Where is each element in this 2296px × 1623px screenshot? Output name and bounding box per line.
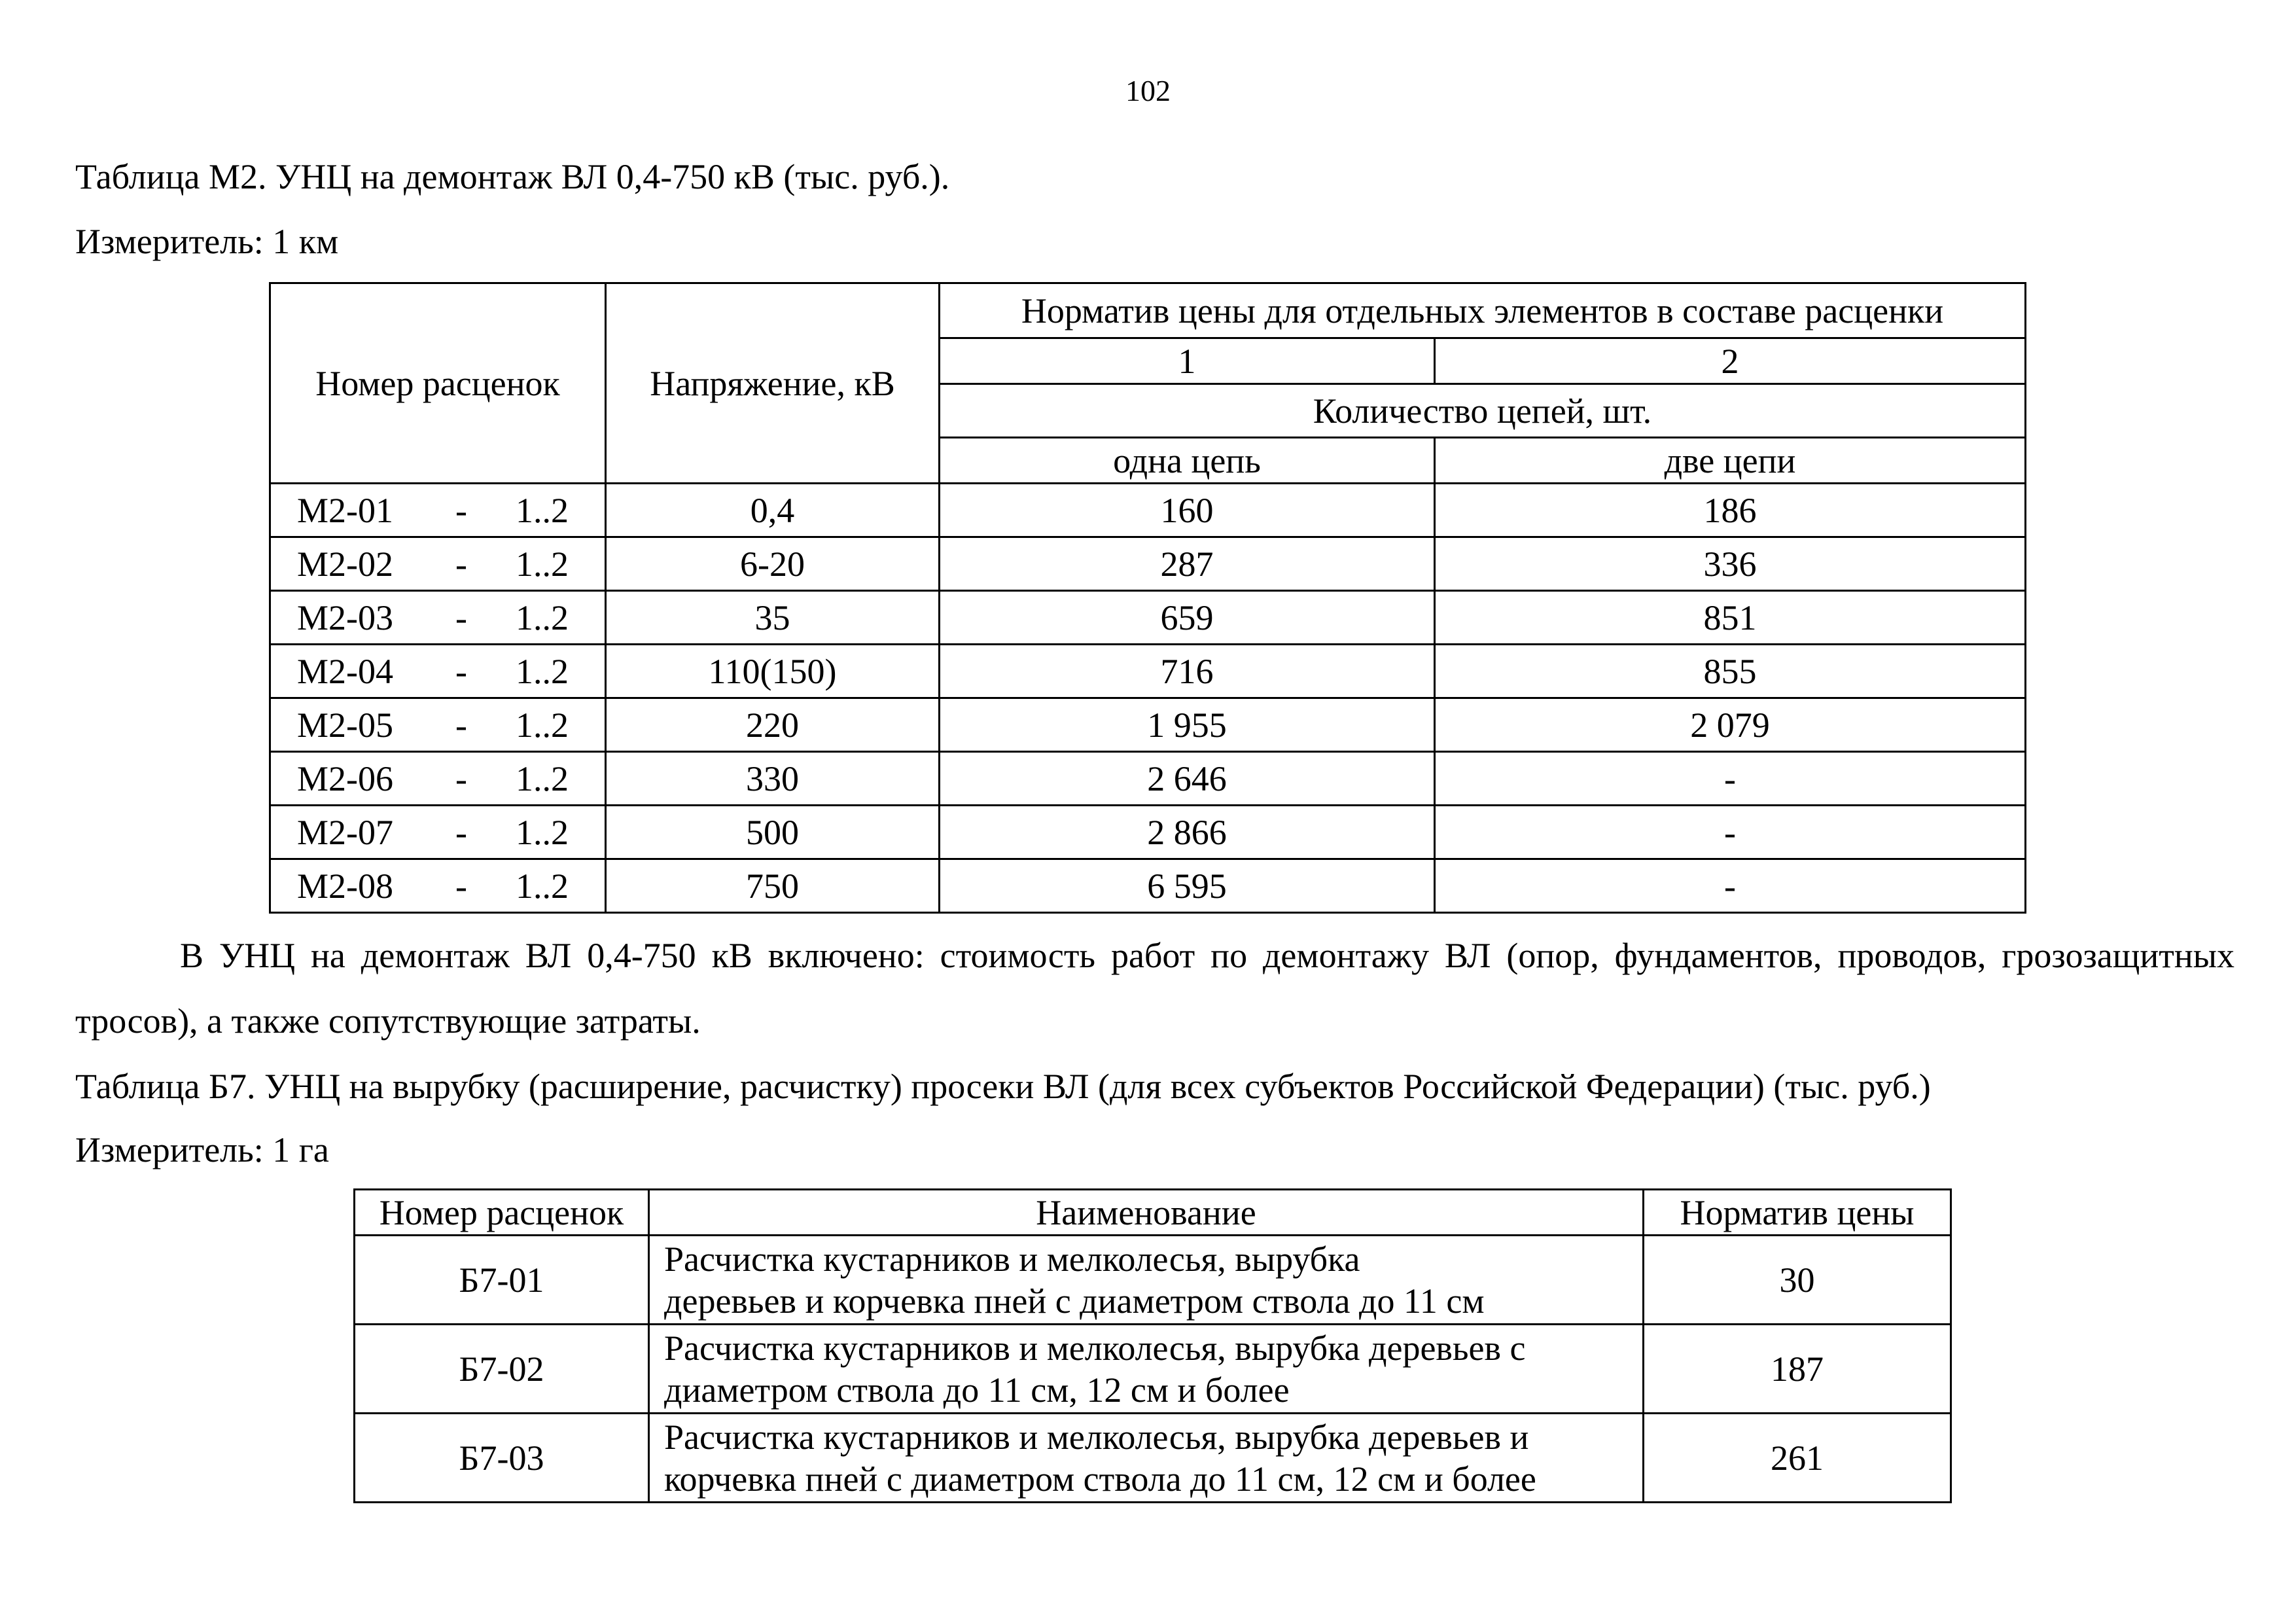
table-row: [270, 698, 2026, 752]
row-one-circuit: 287: [940, 537, 1435, 591]
b7-row-name: [649, 1414, 1644, 1503]
header-circuits: Количество цепей, шт.: [940, 384, 2026, 438]
table-b7-unit: Измеритель: 1 га: [75, 1130, 329, 1169]
row-two-circuits: -: [1435, 752, 2026, 806]
b7-row-name-line: Расчистка кустарников и мелколесья, вырубка деревьев с: [664, 1328, 1526, 1368]
row-two-circuits: 2 079: [1435, 698, 2026, 752]
b7-row-name-line: диаметром ствола до 11 см, 12 см и более: [664, 1370, 1290, 1410]
row-range: 1..2: [516, 866, 569, 906]
row-range: 1..2: [516, 544, 569, 584]
b7-row-name-line: деревьев и корчевка пней с диаметром ствола до 11 см: [664, 1281, 1485, 1321]
row-two-circuits: 851: [1435, 591, 2026, 645]
row-voltage: 750: [606, 859, 940, 913]
b7-header-name: Наименование: [649, 1190, 1644, 1236]
row-voltage: 500: [606, 806, 940, 859]
header-one-circuit: одна цепь: [940, 438, 1435, 484]
b7-row-code: Б7-01: [355, 1236, 649, 1325]
row-code: М2-06: [297, 758, 393, 798]
row-code: М2-01: [297, 490, 393, 530]
table-row: [270, 484, 2026, 537]
table-b7: [353, 1188, 1952, 1503]
row-one-circuit: 659: [940, 591, 1435, 645]
row-code: М2-03: [297, 597, 393, 637]
b7-header-code: Номер расценок: [355, 1190, 649, 1236]
row-one-circuit: 2 646: [940, 752, 1435, 806]
row-range: 1..2: [516, 490, 569, 530]
row-two-circuits: -: [1435, 859, 2026, 913]
row-two-circuits: 186: [1435, 484, 2026, 537]
header-col-2: 2: [1435, 338, 2026, 384]
header-col-1: 1: [940, 338, 1435, 384]
header-norm: Норматив цены для отдельных элементов в составе расценки: [940, 283, 2026, 338]
b7-row-name-line: корчевка пней с диаметром ствола до 11 см, 12 см и более: [664, 1459, 1536, 1499]
row-voltage: 220: [606, 698, 940, 752]
row-dash: -: [455, 544, 467, 584]
row-two-circuits: 336: [1435, 537, 2026, 591]
row-code: М2-04: [297, 651, 393, 691]
table-b7-caption: Таблица Б7. УНЦ на вырубку (расширение, расчистку) просеки ВЛ (для всех субъектов Российской Федерации) (тыс. руб.): [75, 1067, 1931, 1106]
b7-row-name: [649, 1236, 1644, 1325]
table-row: [270, 859, 2026, 913]
row-dash: -: [455, 597, 467, 637]
row-range: 1..2: [516, 812, 569, 852]
row-dash: -: [455, 812, 467, 852]
row-range: 1..2: [516, 758, 569, 798]
row-voltage: 330: [606, 752, 940, 806]
b7-row-name-line: Расчистка кустарников и мелколесья, вырубка деревьев и: [664, 1417, 1529, 1457]
paragraph: В УНЦ на демонтаж ВЛ 0,4-750 кВ включено: стоимость работ по демонтажу ВЛ (опор, фундаментов, проводов, грозозащитных тросов), а также сопутствующие затраты.: [75, 936, 2234, 1041]
row-dash: -: [455, 490, 467, 530]
table-row: [270, 645, 2026, 698]
row-two-circuits: 855: [1435, 645, 2026, 698]
table-row: [270, 537, 2026, 591]
b7-row-value: 261: [1644, 1414, 1951, 1503]
table-row: [270, 591, 2026, 645]
row-dash: -: [455, 866, 467, 906]
row-one-circuit: 160: [940, 484, 1435, 537]
row-dash: -: [455, 758, 467, 798]
header-voltage: Напряжение, кВ: [606, 283, 940, 484]
b7-row-code: Б7-03: [355, 1414, 649, 1503]
b7-header-norm: Норматив цены: [1644, 1190, 1951, 1236]
table-m2-caption: Таблица М2. УНЦ на демонтаж ВЛ 0,4-750 кВ (тыс. руб.).: [75, 157, 950, 196]
row-dash: -: [455, 651, 467, 691]
table-row: [270, 752, 2026, 806]
b7-row-name-line: Расчистка кустарников и мелколесья, вырубка: [664, 1239, 1360, 1279]
row-code: М2-08: [297, 866, 393, 906]
table-row: [355, 1414, 1951, 1503]
row-code: М2-05: [297, 705, 393, 745]
row-dash: -: [455, 705, 467, 745]
row-one-circuit: 1 955: [940, 698, 1435, 752]
b7-row-name: [649, 1325, 1644, 1414]
header-code: Номер расценок: [270, 283, 606, 484]
table-row: [355, 1325, 1951, 1414]
row-one-circuit: 6 595: [940, 859, 1435, 913]
table-row: [355, 1236, 1951, 1325]
row-two-circuits: -: [1435, 806, 2026, 859]
table-row: [270, 806, 2026, 859]
row-code: М2-07: [297, 812, 393, 852]
b7-row-value: 30: [1644, 1236, 1951, 1325]
row-voltage: 35: [606, 591, 940, 645]
row-range: 1..2: [516, 597, 569, 637]
header-two-circuits: две цепи: [1435, 438, 2026, 484]
row-one-circuit: 2 866: [940, 806, 1435, 859]
b7-row-value: 187: [1644, 1325, 1951, 1414]
row-range: 1..2: [516, 705, 569, 745]
row-voltage: 6-20: [606, 537, 940, 591]
row-voltage: 0,4: [606, 484, 940, 537]
table-m2-unit: Измеритель: 1 км: [75, 222, 339, 261]
row-voltage: 110(150): [606, 645, 940, 698]
page-number: 102: [1125, 74, 1171, 107]
row-one-circuit: 716: [940, 645, 1435, 698]
table-m2: [269, 282, 2026, 914]
b7-row-code: Б7-02: [355, 1325, 649, 1414]
row-range: 1..2: [516, 651, 569, 691]
row-code: М2-02: [297, 544, 393, 584]
